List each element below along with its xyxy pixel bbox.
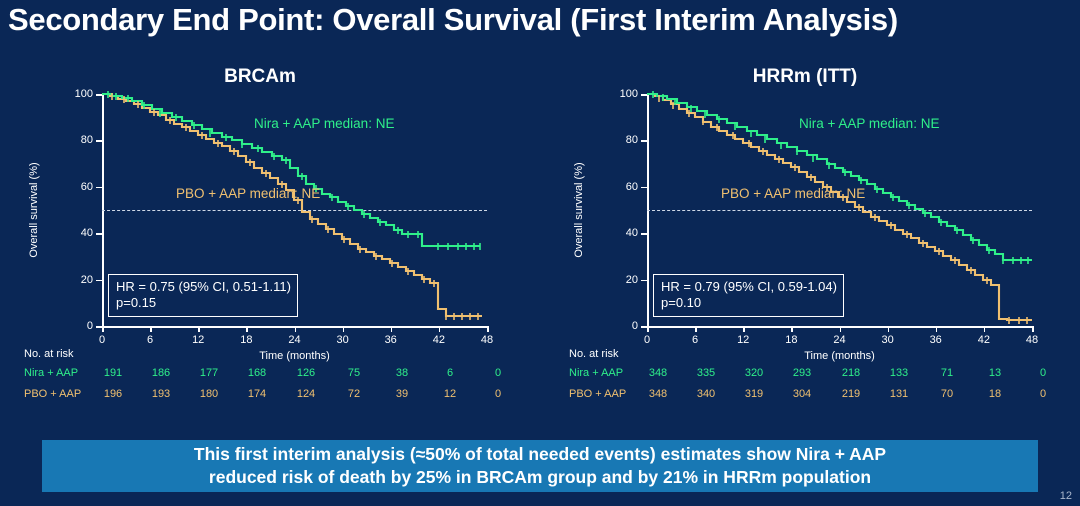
risk-value: 193 xyxy=(151,388,171,400)
risk-value: 12 xyxy=(443,388,457,400)
risk-value: 0 xyxy=(1039,367,1047,379)
chart-title-hrrm: HRRm (ITT) xyxy=(752,66,858,87)
x-tick-label: 30 xyxy=(336,334,349,346)
page-title: Secondary End Point: Overall Survival (First Interim Analysis) xyxy=(8,2,898,37)
y-axis-title: Overall survival (%) xyxy=(28,162,40,258)
x-tick-label: 18 xyxy=(785,334,798,346)
risk-value: 39 xyxy=(395,388,409,400)
x-tick-label: 6 xyxy=(692,334,699,346)
x-axis-title: Time (months) xyxy=(804,350,875,362)
x-tick-label: 30 xyxy=(881,334,894,346)
hr-value: HR = 0.79 (95% CI, 0.59-1.04) xyxy=(661,279,837,294)
x-tick-label: 24 xyxy=(833,334,846,346)
risk-value: 348 xyxy=(648,388,668,400)
risk-row-label: Nira + AAP xyxy=(24,367,79,379)
p-value: p=0.10 xyxy=(661,295,702,311)
y-tick-label: 20 xyxy=(80,273,93,286)
risk-value: 6 xyxy=(446,367,454,379)
x-axis-title: Time (months) xyxy=(259,350,330,362)
y-tick-label: 80 xyxy=(80,134,93,147)
page-number: 12 xyxy=(1059,490,1072,502)
risk-value: 340 xyxy=(696,388,716,400)
risk-value: 38 xyxy=(395,367,409,379)
risk-row-nira-hrrm xyxy=(555,367,1055,383)
risk-row-pbo-brcam xyxy=(10,388,510,404)
risk-row-pbo-hrrm xyxy=(555,388,1055,404)
risk-value: 219 xyxy=(841,388,861,400)
risk-value: 218 xyxy=(841,367,861,379)
risk-row-label: PBO + AAP xyxy=(24,388,82,400)
risk-value: 304 xyxy=(792,388,812,400)
risk-value: 174 xyxy=(247,388,267,400)
x-tick-label: 0 xyxy=(643,334,651,346)
x-tick-label: 42 xyxy=(432,334,446,346)
risk-value: 335 xyxy=(696,367,716,379)
risk-row-label: Nira + AAP xyxy=(569,367,624,379)
risk-value: 348 xyxy=(648,367,668,379)
x-tick-label: 0 xyxy=(98,334,106,346)
chart-title-brcam: BRCAm xyxy=(224,66,296,87)
risk-table-title: No. at risk xyxy=(569,348,619,360)
y-tick-label: 100 xyxy=(74,88,93,100)
risk-value: 191 xyxy=(103,367,123,379)
annotation-pbo-median-hrrm: PBO + AAP median: NE xyxy=(721,186,866,201)
y-tick-label: 80 xyxy=(625,134,638,147)
summary-banner xyxy=(42,440,1038,492)
risk-value: 70 xyxy=(940,388,954,400)
risk-value: 196 xyxy=(103,388,123,400)
risk-value: 293 xyxy=(792,367,812,379)
risk-value: 124 xyxy=(296,388,316,400)
annotation-nira-median-brcam: Nira + AAP median: NE xyxy=(254,116,395,131)
risk-value: 0 xyxy=(494,367,502,379)
x-tick-label: 42 xyxy=(977,334,991,346)
x-tick-label: 12 xyxy=(192,334,205,346)
risk-table-title: No. at risk xyxy=(24,348,74,360)
annotation-nira-median-hrrm: Nira + AAP median: NE xyxy=(799,116,940,131)
x-tick-label: 48 xyxy=(1025,334,1039,346)
risk-value: 75 xyxy=(347,367,361,379)
risk-value: 72 xyxy=(347,388,361,400)
y-tick-label: 20 xyxy=(625,273,638,286)
x-tick-label: 6 xyxy=(147,334,154,346)
summary-line-1: This first interim analysis (≈50% of total needed events) estimates show Nira + AAP xyxy=(193,443,887,464)
x-tick-label: 36 xyxy=(384,334,397,346)
y-axis-title: Overall survival (%) xyxy=(573,162,585,258)
risk-value: 168 xyxy=(247,367,267,379)
hr-box-brcam xyxy=(108,274,298,317)
risk-value: 71 xyxy=(940,367,954,379)
x-tick-label: 36 xyxy=(929,334,942,346)
risk-value: 0 xyxy=(1039,388,1047,400)
risk-value: 177 xyxy=(199,367,219,379)
summary-line-2: reduced risk of death by 25% in BRCAm group and by 21% in HRRm population xyxy=(208,467,872,487)
x-tick-label: 12 xyxy=(737,334,750,346)
risk-value: 186 xyxy=(151,367,171,379)
risk-value: 131 xyxy=(889,388,909,400)
y-tick-label: 40 xyxy=(625,227,638,240)
y-tick-label: 60 xyxy=(80,180,93,193)
risk-value: 133 xyxy=(889,367,909,379)
risk-value: 126 xyxy=(296,367,316,379)
p-value: p=0.15 xyxy=(116,295,157,311)
risk-value: 180 xyxy=(199,388,219,400)
risk-value: 319 xyxy=(744,388,764,400)
hr-box-hrrm xyxy=(653,274,844,317)
hr-value: HR = 0.75 (95% CI, 0.51-1.11) xyxy=(116,279,291,294)
y-tick-label: 0 xyxy=(86,320,93,332)
y-tick-label: 60 xyxy=(625,180,638,193)
x-tick-label: 18 xyxy=(240,334,253,346)
risk-row-label: PBO + AAP xyxy=(569,388,627,400)
risk-value: 0 xyxy=(494,388,502,400)
y-tick-label: 100 xyxy=(619,88,638,100)
risk-value: 18 xyxy=(988,388,1002,400)
risk-value: 320 xyxy=(744,367,764,379)
annotation-pbo-median-brcam: PBO + AAP median: NE xyxy=(176,186,321,201)
y-tick-label: 40 xyxy=(80,227,93,240)
risk-row-nira-brcam xyxy=(10,367,510,383)
y-tick-label: 0 xyxy=(631,320,638,332)
risk-value: 13 xyxy=(988,367,1002,379)
x-tick-label: 24 xyxy=(288,334,301,346)
x-tick-label: 48 xyxy=(480,334,494,346)
